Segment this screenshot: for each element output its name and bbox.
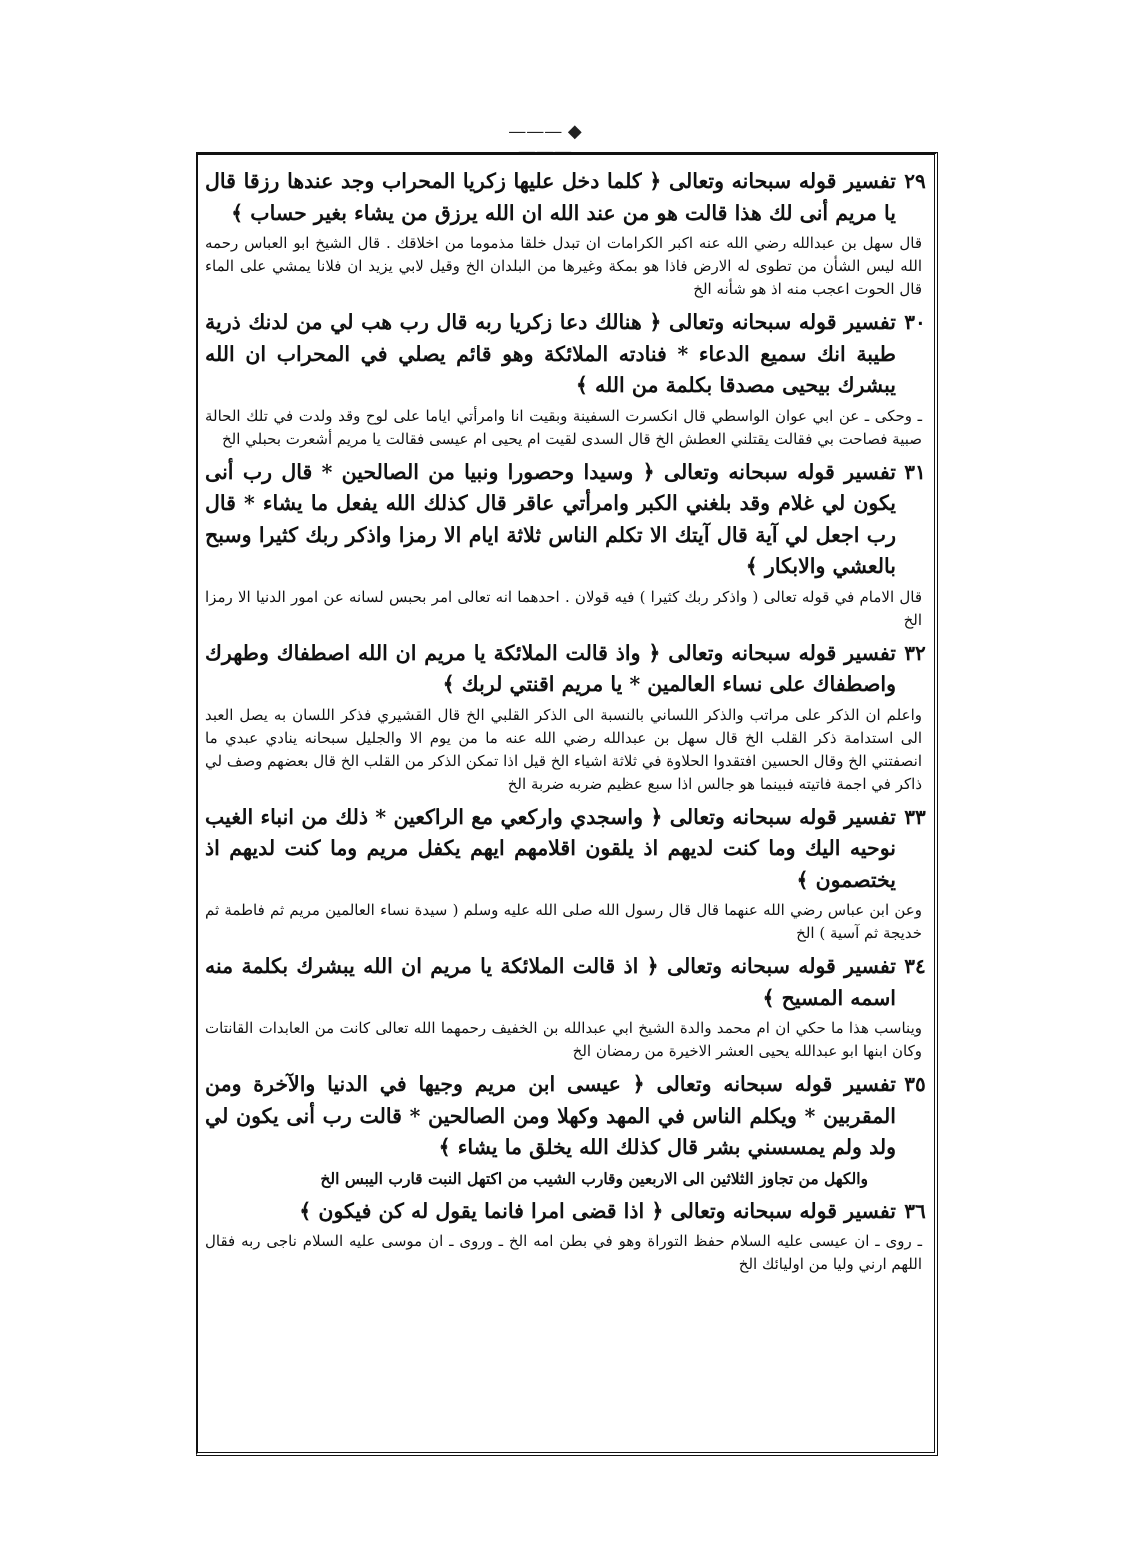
verse-number: ٣٣	[904, 804, 926, 829]
entry-29	[205, 166, 928, 301]
verse-text: تفسير قوله سبحانه وتعالى ﴿ اذ قالت الملائكة يا مريم ان الله يبشرك بكلمة منه اسمه المسيح ﴾	[205, 954, 896, 1010]
page-content	[205, 166, 928, 1448]
verse-paragraph	[205, 457, 928, 583]
verse-number: ٣٠	[904, 310, 926, 334]
header-ornament: ——— ◆ ———	[508, 121, 582, 162]
entry-31	[205, 457, 928, 632]
verse-text: تفسير قوله سبحانه وتعالى ﴿ واسجدي واركعي مع الراكعين * ذلك من انباء الغيب نوحيه اليك وما كنت لديهم اذ يلقون اقلامهم ايهم يكفل مريم وما كنت لديهم اذ يختصمون ﴾	[205, 804, 896, 892]
commentary-text: ويناسب هذا ما حكي ان ام محمد والدة الشيخ ابي عبدالله بن الخفيف رحمهما الله تعالى كانت من العابدات القانتات وكان ابنها ابو عبدالله يحيى العشر الاخيرة من رمضان الخ	[205, 1019, 922, 1060]
entry-35	[205, 1069, 928, 1190]
verse-paragraph	[205, 802, 928, 897]
verse-text: تفسير قوله سبحانه وتعالى ﴿ اذا قضى امرا فانما يقول له كن فيكون ﴾	[299, 1198, 896, 1223]
verse-paragraph	[205, 166, 928, 229]
commentary-text: والكهل من تجاوز الثلاثين الى الاربعين وقارب الشيب من اكتهل النبت قارب اليبس الخ	[320, 1168, 868, 1188]
verse-number: ٣٤	[904, 954, 926, 978]
verse-text: تفسير قوله سبحانه وتعالى ﴿ واذ قالت الملائكة يا مريم ان الله اصطفاك وطهرك واصطفاك على نساء العالمين * يا مريم اقنتي لربك ﴾	[205, 640, 896, 696]
entry-36	[205, 1196, 928, 1277]
verse-text: تفسير قوله سبحانه وتعالى ﴿ وسيدا وحصورا ونبيا من الصالحين * قال رب أنى يكون لي غلام وقد بلغني الكبر وامرأتي عاقر قال كذلك الله يفعل ما يشاء * قال رب اجعل لي آية قال آيتك الا تكلم الناس ثلاثة ايام الا رمزا واذكر ربك كثيرا وسبح بالعشي والابكار ﴾	[205, 459, 897, 578]
commentary-text: ـ وحكى ـ عن ابي عوان الواسطي قال انكسرت السفينة وبقيت انا وامرأتي اياما على لوح وقد ولدت في تلك الحالة صبية فصاحت بي فقالت يقتلني العطش الخ قال السدى لقيت ام يحيى ام عيسى فقالت يا مريم أشعرت بحبلي الخ	[205, 406, 922, 448]
commentary-text: قال الامام في قوله تعالى ( واذكر ربك كثيرا ) فيه قولان . احدهما انه تعالى امر بحبس لسانه عن امور الدنيا الا رمزا الخ	[205, 587, 922, 629]
verse-paragraph	[205, 951, 928, 1014]
verse-paragraph	[205, 307, 928, 402]
verse-number: ٣٢	[904, 640, 926, 665]
verse-number: ٣١	[904, 459, 926, 484]
commentary-text: واعلم ان الذكر على مراتب والذكر اللساني بالنسبة الى الذكر القلبي الخ قال القشيري فذكر اللسان به يصل العبد الى استدامة ذكر القلب الخ قال سهل بن عبدالله رضي الله عنه ما من يوم الا والجليل سبحانه ينادي عبدي ما انصفتني الخ وقال الحسين افتقدوا الحلاوة في ثلاثة اشياء الخ قيل اذا تمكن الذكر من القلب الخ قال بعضهم وصف لي ذاكر في اجمة فاتيته فبينما هو جالس اذا سبع عظيم ضربه ضربة الخ	[205, 705, 922, 793]
entry-33	[205, 802, 928, 946]
commentary-text: ـ روى ـ ان عيسى عليه السلام حفظ التوراة وهو في بطن امه الخ ـ وروى ـ ان موسى عليه السلام ناجى ربه فقال اللهم ارني وليا من اوليائك الخ	[205, 1232, 922, 1273]
verse-text: تفسير قوله سبحانه وتعالى ﴿ هنالك دعا زكريا ربه قال رب هب لي من لدنك ذرية طيبة انك سميع الدعاء * فنادته الملائكة وهو قائم يصلي في المحراب ان الله يبشرك بيحيى مصدقا بكلمة من الله ﴾	[205, 310, 896, 397]
verse-number: ٣٥	[904, 1072, 926, 1096]
verse-paragraph	[205, 1196, 928, 1228]
entry-30	[205, 307, 928, 451]
verse-paragraph	[205, 638, 928, 701]
verse-number: ٣٦	[904, 1198, 926, 1223]
commentary-text: قال سهل بن عبدالله رضي الله عنه اكبر الكرامات ان تبدل خلقا مذموما من اخلاقك . قال الشيخ ابو العباس رحمه الله ليس الشأن من تطوى له الارض فاذا هو بمكة وغيرها من البلدان الخ وقيل لابي يزيد ان فلانا يمشي على الماء قال الحوت اعجب منه اذ هو شأنه الخ	[205, 234, 922, 298]
verse-text: تفسير قوله سبحانه وتعالى ﴿ عيسى ابن مريم وجيها في الدنيا والآخرة ومن المقربين * ويكلم الناس في المهد وكهلا ومن الصالحين * قالت رب أنى يكون لي ولد ولم يمسسني بشر قال كذلك الله يخلق ما يشاء ﴾	[205, 1072, 896, 1159]
verse-text: تفسير قوله سبحانه وتعالى ﴿ كلما دخل عليها زكريا المحراب وجد عندها رزقا قال يا مريم أنى لك هذا قالت هو من عند الله ان الله يرزق من يشاء بغير حساب ﴾	[205, 169, 896, 225]
verse-paragraph	[205, 1069, 928, 1164]
entry-32	[205, 638, 928, 796]
commentary-text: وعن ابن عباس رضي الله عنهما قال قال رسول الله صلى الله عليه وسلم ( سيدة نساء العالمين مريم ثم فاطمة ثم خديجة ثم آسية ) الخ	[205, 901, 922, 942]
entry-34	[205, 951, 928, 1063]
verse-number: ٢٩	[904, 169, 926, 193]
